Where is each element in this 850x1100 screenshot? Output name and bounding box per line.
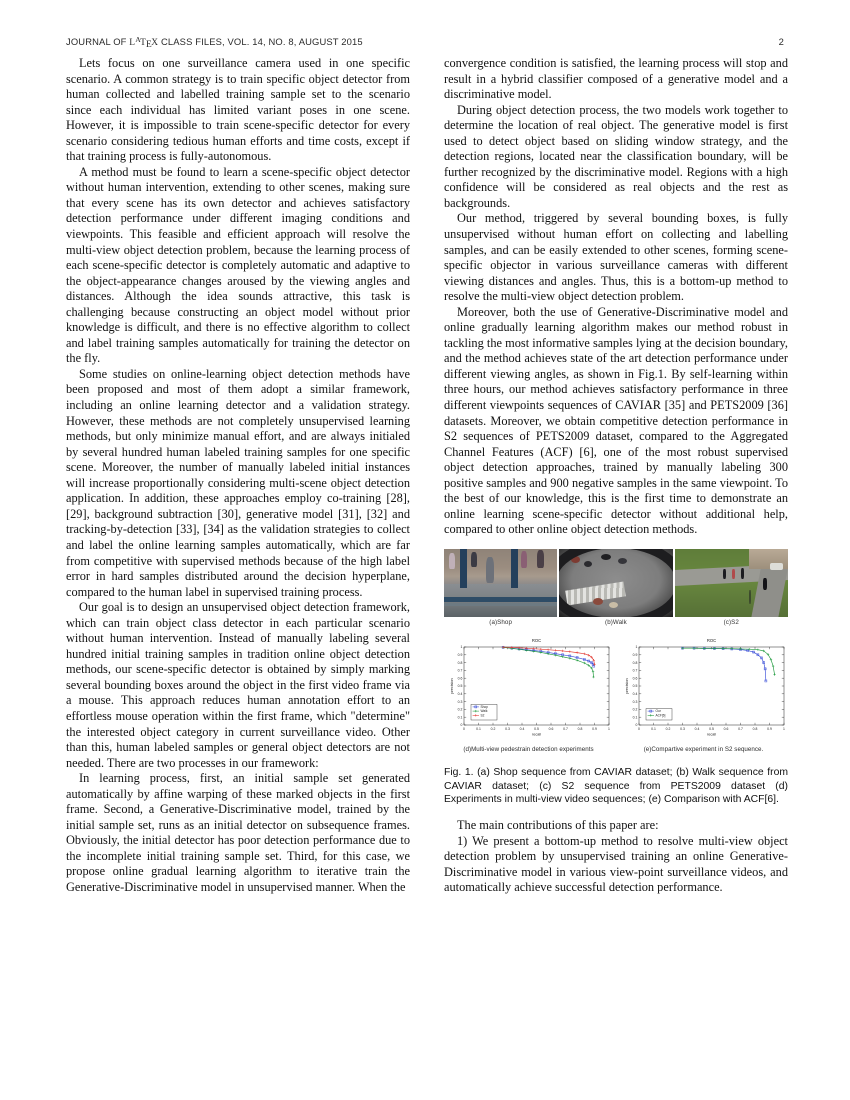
svg-text:0.8: 0.8	[577, 727, 583, 732]
svg-text:0: 0	[463, 727, 465, 732]
paragraph: In learning process, first, an initial sample set generated automatically by affine warping of these marked objects in the first frame. Second, a Generative-Discriminative model, trained by the initial sample set, runs as an initial detector on subsequence frames. Obviously, the initial detector has poor detection performance due to the incomplete initial training sample set. Third, for this case, we propose online gradual learning algorithm to iterative train the Generative-Discriminative model in unsupervised manner. When the	[66, 771, 410, 894]
paragraph: During object detection process, the two models work together to determine the location of real object. The generative model is first used to detect object based on sliding window strategy, and the detection regions, located near the classification boundary, will be further recognized by the discriminative model. Regions with a high confidence will be considered as real objects and the rest as backgrounds.	[444, 102, 788, 210]
paragraph: Some studies on online-learning object detection methods have been proposed and most of them adopt a similar framework, including an online learning detector and a validation strategy. However, these methods are not completely unsupervised learning methods, but only minimize manual effort, and are always initialed by several hundred human labeled training samples for one specific scene. Moreover, the number of manually labeled initial instances will increase proportionally considering multi-scene object detection application. In addition, these approaches employ co-training [28], [29], background subtraction [30], generative model [31], [32] and tracking-by-detection [33], [34] as the validation strategies to collect and label the online learning samples automatically, which are far from competitive with supervised methods because of the high label error in hard samples distributed around the decision hyperplane, compared to the human label in supervised training process.	[66, 366, 410, 599]
figure-chart-row	[444, 633, 788, 753]
svg-text:0.2: 0.2	[457, 708, 463, 713]
thumbnail-s2	[675, 549, 788, 627]
svg-text:0.3: 0.3	[632, 700, 638, 705]
svg-text:0.4: 0.4	[694, 727, 700, 732]
svg-text:0: 0	[635, 723, 638, 728]
svg-text:0.9: 0.9	[457, 653, 463, 658]
svg-text:0.6: 0.6	[632, 676, 638, 681]
thumbnail-caption: (a)Shop	[489, 619, 512, 627]
s2-car	[770, 563, 783, 570]
latex-a: A	[135, 35, 141, 45]
chart-caption: (e)Compartive experiment in S2 sequence.	[643, 746, 764, 754]
svg-text:Shop: Shop	[480, 705, 488, 710]
chart-multiview-svg	[444, 633, 613, 745]
shop-person-1	[449, 553, 455, 569]
paragraph: A method must be found to learn a scene-specific object detector without human intervention, extending to other scenes, making sure that every scene has its own detector and achieves satisfactory detection performance under different imaging conditions and viewpoints. This feasible and efficient approach will resolve the multi-view object detection problem, because the learning process of each scene-specific detector is completely automatic and adaptive to the object-appearance changes aroused by the viewing angles and distances. Although the idea sounds attractive, this task is challenging because constructing an object model without prior knowledge is difficult, and there is no effective algorithm to collect and label training samples automatically for training the detector on the fly.	[66, 164, 410, 366]
svg-text:0.9: 0.9	[592, 727, 597, 732]
right-column	[444, 56, 788, 896]
svg-text:precision: precision	[450, 678, 454, 695]
svg-text:0.5: 0.5	[709, 727, 714, 732]
thumbnail-shop	[444, 549, 557, 627]
svg-text:0.1: 0.1	[476, 727, 481, 732]
paragraph: Lets focus on one surveillance camera used in one specific scenario. A common strategy is to train specific object detector from human collected and labelled training sample set to the scenario since each individual has limited variant poses in one scene. However, it is impossible to train scene-specific detector for every scenario considering tedious human efforts and time costs, except if that training process is fully-autonomous.	[66, 56, 410, 164]
paragraph: convergence condition is satisfied, the learning process will stop and result in a hybrid classifier composed of a generative model and a discriminative model.	[444, 56, 788, 102]
svg-text:0.7: 0.7	[738, 727, 743, 732]
s2-scene-image	[675, 549, 788, 617]
svg-text:0.5: 0.5	[457, 684, 463, 689]
chart-comparative	[619, 633, 788, 753]
latex-l: L	[129, 38, 136, 48]
shop-person-main	[486, 557, 494, 583]
shop-rail	[444, 597, 557, 602]
shop-pillar-left	[460, 549, 467, 588]
chart-multiview	[444, 633, 613, 753]
svg-text:0.5: 0.5	[632, 684, 638, 689]
svg-text:0.1: 0.1	[632, 715, 638, 720]
journal-title-suffix: CLASS FILES, VOL. 14, NO. 8, AUGUST 2015	[158, 36, 363, 47]
svg-text:1: 1	[608, 727, 610, 732]
chart-caption: (d)Multi-view pedestrain detection experiments	[463, 746, 594, 754]
svg-text:0.7: 0.7	[563, 727, 568, 732]
shop-pillar-right	[511, 549, 518, 588]
svg-text:0.8: 0.8	[632, 661, 638, 666]
svg-text:0.4: 0.4	[632, 692, 638, 697]
latex-x: X	[151, 38, 159, 48]
svg-text:0.6: 0.6	[548, 727, 554, 732]
svg-text:1: 1	[783, 727, 785, 732]
paragraph: The main contributions of this paper are:	[457, 818, 659, 833]
svg-text:0.3: 0.3	[680, 727, 685, 732]
figure-1	[444, 549, 788, 806]
svg-text:Our: Our	[655, 709, 661, 714]
journal-title-prefix: JOURNAL OF	[66, 36, 130, 47]
paragraph: Moreover, both the use of Generative-Discriminative model and online gradually learning algorithm makes our method robust in tackling the most informative samples lying at the decision boundary, and the method achieves state of the art detection performance under different viewing angles, as shown in Fig.1. By self-learning within three hours, our method achieves satisfactory performance in three different viewpoints sequences of CAVIAR [35] and PETS2009 [36] datasets. Moreover, we obtain competitive detection performance in S2 sequences of PETS2009 dataset, compared to the Aggregated Channel Features (ACF) [6], one of the most robust supervised object detection approaches, trained by manually labeling 300 positive samples and 900 negative samples in the same viewpoint. To the best of our knowledge, this is the first time to demonstrate an online learning scene-specific detector without additional help, compared to other online object detection methods.	[444, 304, 788, 537]
svg-text:0.1: 0.1	[651, 727, 656, 732]
svg-text:0.9: 0.9	[767, 727, 772, 732]
walk-scene-image	[559, 549, 672, 617]
paragraph: 1) We present a bottom-up method to resolve multi-view object detection problem by unsupervised training an online Generative-Discriminative model in various view-point surveillance videos, and automatically achieve successful detection performance.	[444, 833, 788, 895]
svg-text:0.6: 0.6	[457, 676, 463, 681]
latex-logo	[129, 35, 159, 51]
svg-text:0.4: 0.4	[519, 727, 525, 732]
svg-text:0.4: 0.4	[457, 692, 463, 697]
paragraph: Our method, triggered by several bounding boxes, is fully unsupervised without human effort on collecting and labelling samples, and can be easily extended to other scenes, forming scene-specific objector in various surveillance cameras with different viewing distances and angles. Thus, this is a bottom-up method to resolve the multi-view object detection problem.	[444, 211, 788, 304]
svg-text:0.7: 0.7	[632, 669, 638, 674]
svg-text:0.1: 0.1	[457, 715, 463, 720]
s2-person-2	[732, 569, 735, 579]
svg-text:Walk: Walk	[480, 709, 488, 714]
thumbnail-walk	[559, 549, 672, 627]
shop-person-2	[471, 552, 477, 567]
left-column	[66, 56, 410, 896]
thumbnail-caption: (b)Walk	[605, 619, 627, 627]
running-head	[66, 35, 784, 51]
svg-text:S2: S2	[480, 713, 485, 718]
svg-text:recall: recall	[706, 732, 717, 737]
svg-text:0.8: 0.8	[457, 661, 463, 666]
latex-t: T	[140, 38, 146, 48]
svg-text:0.6: 0.6	[723, 727, 729, 732]
chart-comparative-svg	[619, 633, 788, 745]
svg-text:ROC: ROC	[706, 638, 717, 644]
shop-person-3	[521, 551, 527, 568]
figure-thumbnail-row	[444, 549, 788, 627]
svg-text:0.9: 0.9	[632, 653, 638, 658]
svg-text:0: 0	[460, 723, 463, 728]
paragraph: Our goal is to design an unsupervised object detection framework, which can train object class detector in each particular scenario without human intervention. Instead of manually labeling several hundred initial training samples in tradition online object detection methods, our scene-specific detector is obtained by simply marking several bounding boxes around the object in the first video frame via a mouse. This approach reduces human annotation effort to an effortless mouse operation within the first frame, which "determine" the interested object category in current surveillance video. Other than this, human labeled samples or general object detectors are not needed. There are two processes in our framework:	[66, 600, 410, 770]
shop-person-4	[537, 550, 544, 568]
svg-text:0.2: 0.2	[632, 708, 638, 713]
latex-e: E	[145, 40, 152, 51]
svg-text:0.7: 0.7	[457, 669, 463, 674]
figure-caption: Fig. 1. (a) Shop sequence from CAVIAR dataset; (b) Walk sequence from CAVIAR dataset; (c) S2 sequence from PETS2009 dataset (d) Experiments in multi-view video sequences; (e) Comparison with ACF[6].	[444, 767, 788, 805]
svg-text:0: 0	[638, 727, 640, 732]
thumbnail-caption: (c)S2	[723, 619, 739, 627]
shop-rail-secondary	[444, 603, 557, 606]
shop-scene-image	[444, 549, 557, 617]
svg-text:0.2: 0.2	[665, 727, 671, 732]
journal-title	[66, 35, 363, 51]
s2-person-4	[763, 578, 767, 590]
svg-text:1: 1	[460, 645, 463, 650]
svg-text:ROC: ROC	[531, 638, 542, 644]
two-column-body	[66, 56, 788, 1066]
svg-text:precision: precision	[625, 678, 629, 695]
svg-text:1: 1	[635, 645, 638, 650]
svg-text:0.5: 0.5	[534, 727, 539, 732]
page-number: 2	[778, 36, 784, 47]
svg-text:0.3: 0.3	[457, 700, 463, 705]
svg-text:0.8: 0.8	[752, 727, 758, 732]
walk-fisheye-vignette	[559, 549, 672, 617]
svg-text:0.3: 0.3	[505, 727, 510, 732]
svg-text:ACF[6]: ACF[6]	[655, 713, 666, 718]
svg-text:recall: recall	[531, 732, 542, 737]
svg-text:0.2: 0.2	[490, 727, 496, 732]
